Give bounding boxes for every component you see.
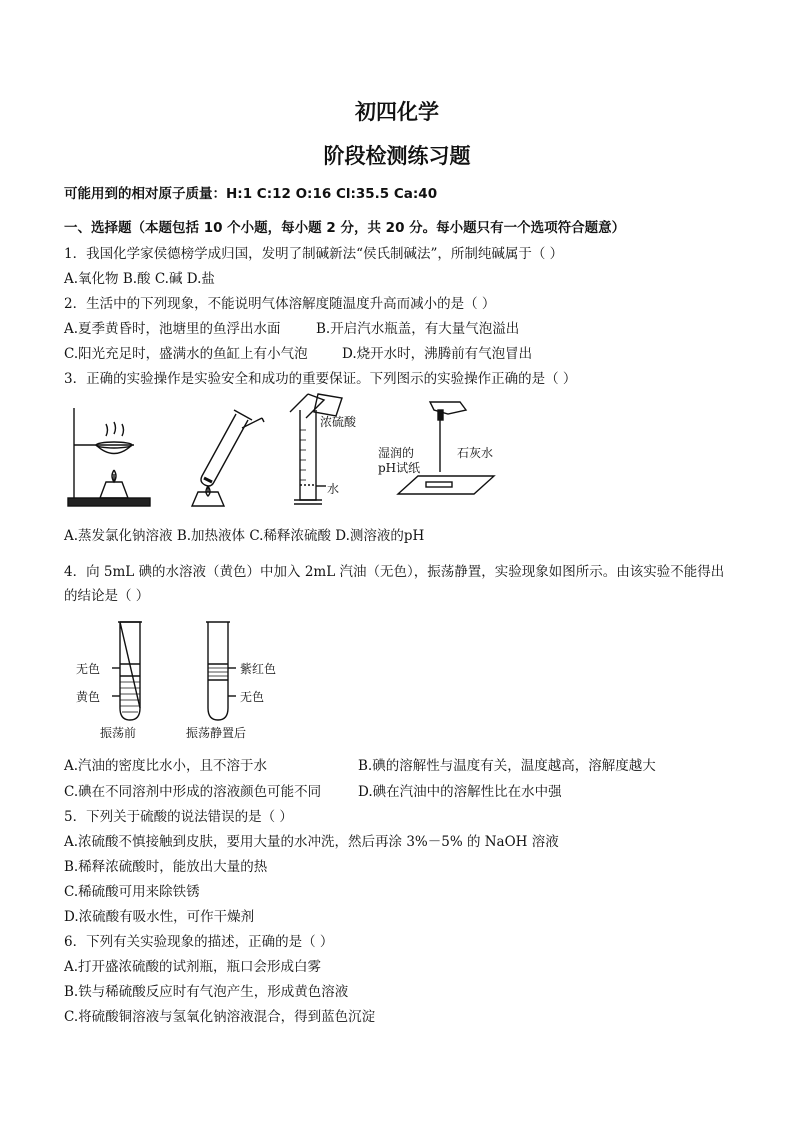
figure-label-limewater: 石灰水 [457, 446, 494, 460]
question-5-stem: 5．下列关于硫酸的说法错误的是（ ） [64, 809, 293, 825]
question-2-option-b: B.开启汽水瓶盖，有大量气泡溢出 [316, 321, 520, 337]
question-4-option-c: C.碘在不同溶剂中形成的溶液颜色可能不同 [64, 784, 322, 800]
question-2-option-d: D.烧开水时，沸腾前有气泡冒出 [342, 346, 533, 362]
figure-label-yellow: 黄色 [76, 690, 101, 704]
figure-label-after: 振荡静置后 [186, 726, 247, 740]
question-3-options: A.蒸发氯化钠溶液 B.加热液体 C.稀释浓硫酸 D.测溶液的pH [64, 528, 425, 544]
question-6-stem: 6．下列有关实验现象的描述，正确的是（ ） [64, 934, 334, 950]
figure-label-wet: 湿润的 [378, 446, 415, 460]
figure-label-colorless-right: 无色 [240, 690, 265, 704]
figure-heating-liquid [178, 400, 268, 510]
question-6-option-b: B.铁与稀硫酸反应时有气泡产生，形成黄色溶液 [64, 984, 349, 1000]
figure-label-ph-paper: pH试纸 [378, 461, 421, 475]
figure-label-water: 水 [327, 482, 340, 496]
question-4-option-d: D.碘在汽油中的溶解性比在水中强 [358, 784, 562, 800]
question-6-option-a: A.打开盛浓硫酸的试剂瓶，瓶口会形成白雾 [64, 959, 322, 975]
figure-label-before: 振荡前 [100, 726, 137, 740]
question-2-stem: 2．生活中的下列现象，不能说明气体溶解度随温度升高而减小的是（ ） [64, 296, 496, 312]
figure-label-colorless-left: 无色 [76, 662, 101, 676]
question-2-option-a: A.夏季黄昏时，池塘里的鱼浮出水面 [64, 321, 281, 337]
figure-label-conc-acid: 浓硫酸 [320, 415, 357, 429]
question-1-options: A.氧化物 B.酸 C.碱 D.盐 [64, 271, 215, 287]
figure-label-purple: 紫红色 [240, 662, 277, 676]
question-3-stem: 3．正确的实验操作是实验安全和成功的重要保证。下列图示的实验操作正确的是（ ） [64, 371, 577, 387]
question-1-stem: 1．我国化学家侯德榜学成归国，发明了制碱新法“侯氏制碱法”，所制纯碱属于（ ） [64, 246, 564, 262]
question-4-option-b: B.碘的溶解性与温度有关，温度越高，溶解度越大 [358, 758, 656, 774]
page-title: 初四化学 [355, 100, 439, 124]
question-4-option-a: A.汽油的密度比水小，且不溶于水 [64, 758, 268, 774]
question-5-option-a: A.浓硫酸不慎接触到皮肤，要用大量的水冲洗，然后再涂 3%－5% 的 NaOH 溶液 [64, 834, 559, 850]
question-5-option-b: B.稀释浓硫酸时，能放出大量的热 [64, 859, 268, 875]
question-5-option-c: C.稀硫酸可用来除铁锈 [64, 884, 200, 900]
atomic-masses: 可能用到的相对原子质量：H:1 C:12 O:16 Cl:35.5 Ca:40 [64, 186, 438, 202]
figure-test-tubes [110, 616, 260, 726]
question-5-option-d: D.浓硫酸有吸水性，可作干燥剂 [64, 909, 255, 925]
question-4-stem-line-2: 的结论是（ ） [64, 588, 150, 604]
figure-evaporation [64, 400, 154, 510]
question-6-option-c: C.将硫酸铜溶液与氢氧化钠溶液混合，得到蓝色沉淀 [64, 1009, 376, 1025]
question-2-option-c: C.阳光充足时，盛满水的鱼缸上有小气泡 [64, 346, 308, 362]
section-heading: 一、选择题（本题包括 10 个小题，每小题 2 分，共 20 分。每小题只有一个选项符合题意） [64, 220, 626, 236]
question-4-stem-line-1: 4．向 5mL 碘的水溶液（黄色）中加入 2mL 汽油（无色），振荡静置，实验现象如图所示。由该实验不能得出 [64, 564, 725, 580]
page-subtitle: 阶段检测练习题 [323, 144, 471, 168]
